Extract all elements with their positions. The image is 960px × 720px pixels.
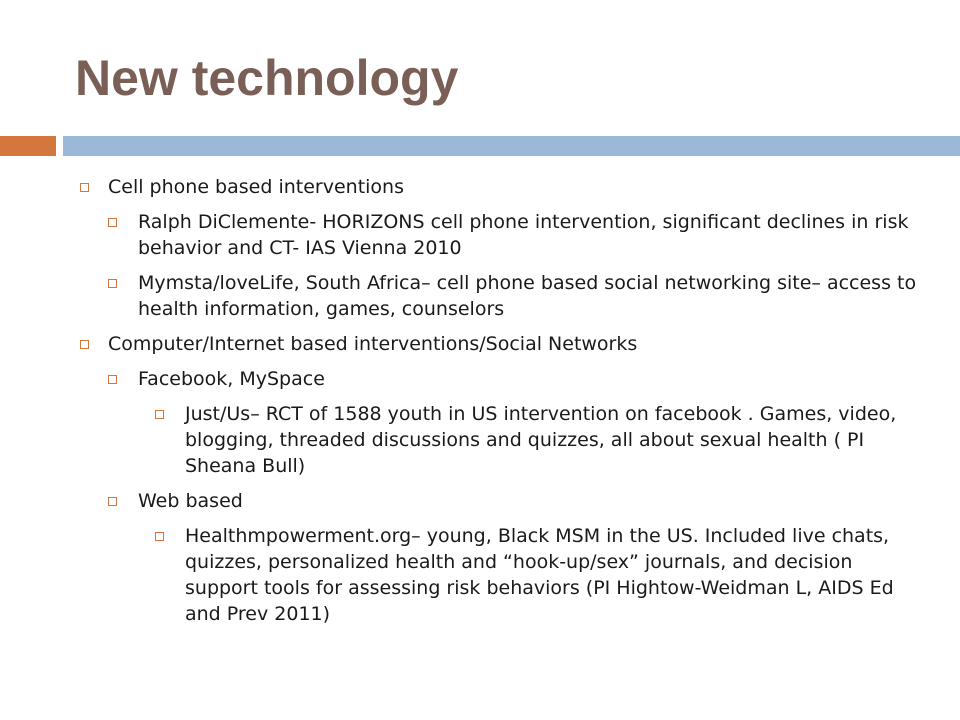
bullet-text: Web based xyxy=(138,490,243,512)
list-item xyxy=(0,331,960,357)
square-bullet-icon xyxy=(108,218,117,227)
list-item xyxy=(0,270,960,322)
square-bullet-icon xyxy=(108,279,117,288)
list-item xyxy=(0,401,960,479)
bullet-text: Mymsta/loveLife, South Africa– cell phone based social networking site– access to health information, games, counselors xyxy=(138,272,917,320)
bullet-text: Just/Us– RCT of 1588 youth in US intervention on facebook . Games, video, blogging, threaded discussions and quizzes, all about sexual health ( PI Sheana Bull) xyxy=(185,403,897,477)
square-bullet-icon xyxy=(80,340,89,349)
title-accent-bar xyxy=(0,136,56,156)
square-bullet-icon xyxy=(155,410,164,419)
title-divider-bar xyxy=(63,136,960,156)
square-bullet-icon xyxy=(155,532,164,541)
list-item xyxy=(0,366,960,392)
list-item xyxy=(0,488,960,514)
list-item xyxy=(0,174,960,200)
square-bullet-icon xyxy=(80,183,89,192)
slide-body xyxy=(0,170,960,627)
slide-title: New technology xyxy=(75,50,459,106)
bullet-text: Healthmpowerment.org– young, Black MSM in the US. Included live chats, quizzes, personalized health and “hook-up/sex” journals, and decision support tools for assessing risk behaviors (PI Hightow-Weidman L, AIDS Ed and Prev 2011) xyxy=(185,525,894,625)
bullet-text: Cell phone based interventions xyxy=(108,176,404,198)
square-bullet-icon xyxy=(108,375,117,384)
list-item xyxy=(0,209,960,261)
square-bullet-icon xyxy=(108,497,117,506)
bullet-text: Facebook, MySpace xyxy=(138,368,325,390)
list-item xyxy=(0,523,960,627)
bullet-text: Computer/Internet based interventions/Social Networks xyxy=(108,333,638,355)
bullet-text: Ralph DiClemente- HORIZONS cell phone intervention, significant declines in risk behavior and CT- IAS Vienna 2010 xyxy=(138,211,909,259)
